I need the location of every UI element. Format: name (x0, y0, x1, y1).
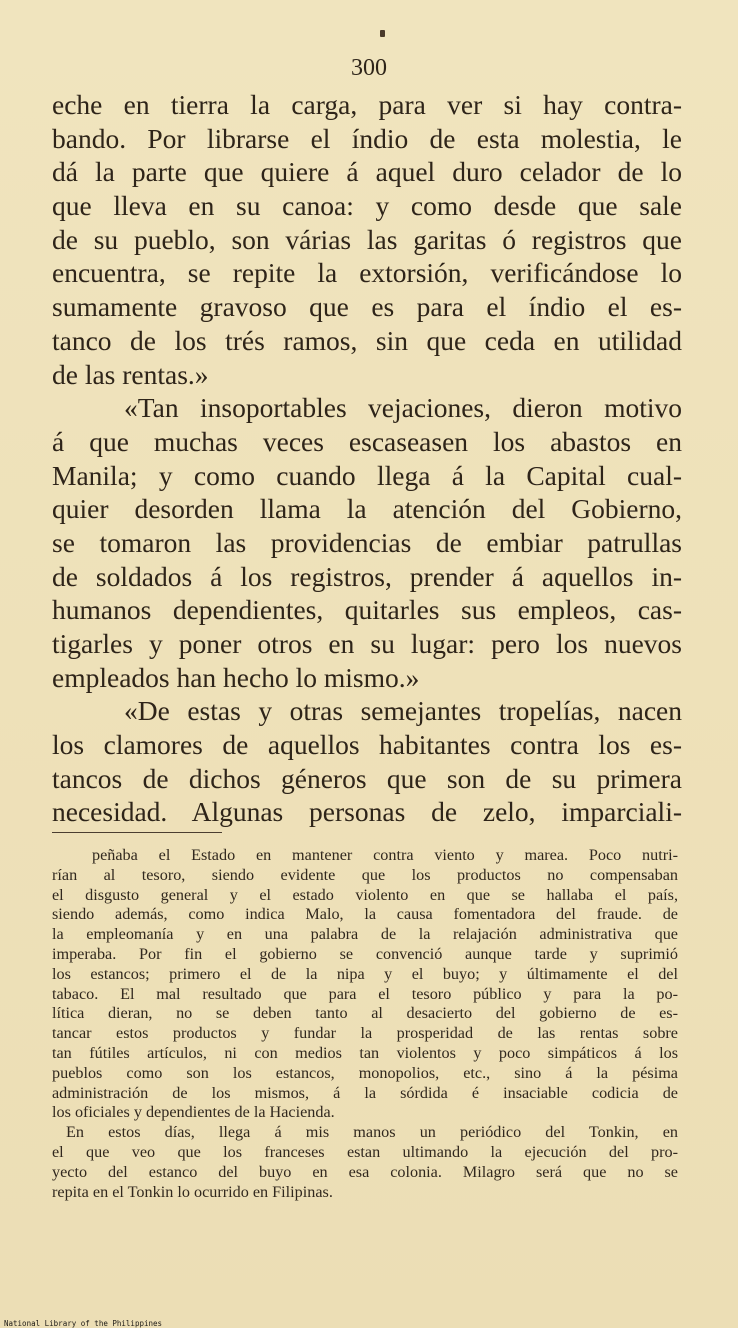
footnote-line: los estancos; primero el de la nipa y el buyo; y últimamente el del (52, 964, 678, 983)
body-line: eche en tierra la carga, para ver si hay contra- (52, 89, 682, 120)
body-line: sumamente gravoso que es para el índio el es- (52, 291, 682, 323)
footnote-line: pueblos como son los estancos, monopolios, etc., sino á la pésima (52, 1063, 678, 1082)
footnote-line: la empleomanía y en una palabra de la relajación administrativa que (52, 925, 678, 944)
footnote-line: rían al tesoro, siendo evidente que los productos no compensaban (52, 865, 678, 884)
body-line: encuentra, se repite la extorsión, verificándose lo (52, 257, 682, 289)
footnote-line: siendo además, como indica Malo, la causa fomentadora del fraude. de (52, 905, 678, 924)
body-line: tancos de dichos géneros que son de su primera (52, 762, 682, 794)
body-line: de soldados á los registros, prender á aquellos in- (52, 560, 682, 592)
body-line: los clamores de aquellos habitantes contra los es- (52, 729, 682, 761)
body-line: «Tan insoportables vejaciones, dieron motivo (124, 392, 682, 424)
body-line: Manila; y como cuando llega á la Capital cual- (52, 459, 682, 491)
body-line: se tomaron las providencias de embiar patrullas (52, 526, 682, 558)
body-line: bando. Por librarse el índio de esta molestia, le (52, 122, 682, 154)
library-credit: National Library of the Philippines (4, 1319, 163, 1328)
body-line: humanos dependientes, quitarles sus empleos, cas- (52, 594, 682, 626)
body-line: tanco de los trés ramos, sin que ceda en utilidad (52, 324, 682, 356)
footnote-line: tan fútiles artículos, ni con medios tan violentos y poco simpáticos á los (52, 1043, 678, 1062)
footnote-line: los oficiales y dependientes de la Hacienda. (52, 1103, 335, 1122)
body-line: á que muchas veces escaseasen los abastos en (52, 425, 682, 457)
main-body-text (52, 88, 682, 829)
footnote-line: peñaba el Estado en mantener contra viento y marea. Poco nutri- (92, 846, 678, 864)
footnote-line: lítica dieran, no se deben tanto al desacierto del gobierno de es- (52, 1004, 678, 1023)
footnote-line: tabaco. El mal resultado que para el tesoro público y para la po- (52, 984, 678, 1003)
footnote-line: En estos días, llega á mis manos un periódico del Tonkin, en (66, 1123, 678, 1142)
ink-mark (380, 30, 385, 37)
body-line: «De estas y otras semejantes tropelías, nacen (124, 695, 682, 727)
footnote-divider (52, 832, 222, 833)
footnote-line: yecto del estanco del buyo en esa colonia. Milagro será que no se (52, 1162, 678, 1181)
footnote-line: tancar estos productos y fundar la prosperidad de las rentas sobre (52, 1024, 678, 1043)
footnote-line: administración de los mismos, á la sórdida é insaciable codicia de (52, 1083, 678, 1102)
footnote-line: repita en el Tonkin lo ocurrido en Filipinas. (52, 1182, 333, 1201)
body-line: empleados han hecho lo mismo.» (52, 661, 420, 693)
body-line: de su pueblo, son várias las garitas ó registros que (52, 223, 682, 255)
footnote-text (52, 846, 678, 1202)
body-line: que lleva en su canoa: y como desde que sale (52, 190, 682, 222)
body-line: necesidad. Algunas personas de zelo, imparciali- (52, 796, 682, 828)
body-line: quier desorden llama la atención del Gobierno, (52, 493, 682, 525)
footnote-line: imperaba. Por fin el gobierno se convenció aunque tarde y suprimió (52, 944, 678, 963)
body-line: de las rentas.» (52, 358, 209, 390)
footnote-line: el disgusto general y el estado violento en que se hallaba el país, (52, 885, 678, 904)
body-line: tigarles y poner otros en su lugar: pero los nuevos (52, 628, 682, 659)
body-line: dá la parte que quiere á aquel duro celador de lo (52, 156, 682, 188)
page-number: 300 (351, 55, 387, 81)
footnote-line: el que veo que los franceses estan ultimando la ejecución del pro- (52, 1142, 678, 1161)
